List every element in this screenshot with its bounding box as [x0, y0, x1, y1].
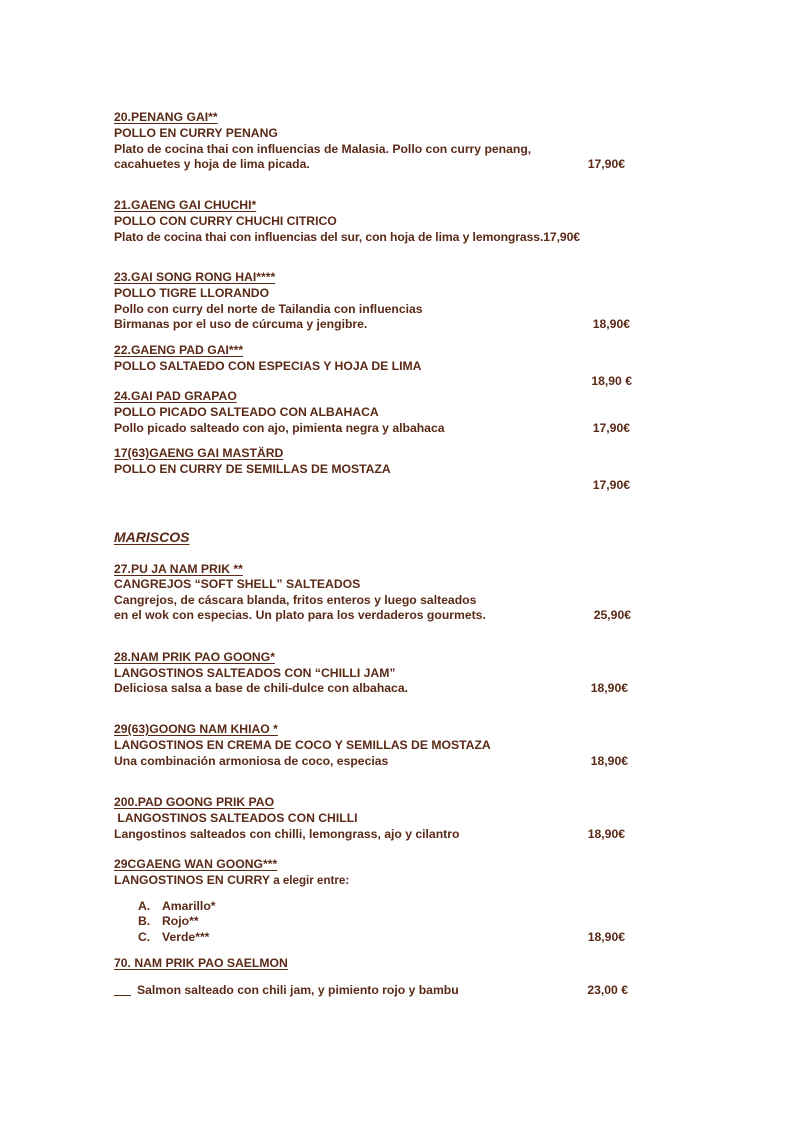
dish-price-gaeng-pad-gai: 18,90 €: [591, 374, 632, 388]
dish-description-pu-ja-nam-prik-line2: en el wok con especias. Un plato para los verdaderos gourmets.: [114, 608, 486, 622]
dish-description-penang-gai-line2: cacahuetes y hoja de lima picada.: [114, 157, 310, 171]
dish-subtitle-gai-song-rong-hai: POLLO TIGRE LLORANDO: [114, 286, 270, 300]
dish-title-gai-song-rong-hai: 23.GAI SONG RONG HAI****: [114, 270, 276, 284]
dish-description-pad-goong-prik-pao: Langostinos salteados con chilli, lemongrass, ajo y cilantro: [114, 827, 460, 841]
dish-subtitle-gaeng-gai-mastard: POLLO EN CURRY DE SEMILLAS DE MOSTAZA: [114, 462, 391, 476]
dish-subtitle-gai-pad-grapao: POLLO PICADO SALTEADO CON ALBAHACA: [114, 405, 379, 419]
dish-price-penang-gai: 17,90€: [587, 157, 625, 171]
dish-subtitle-gaeng-wan-goong: LANGOSTINOS EN CURRY a elegir entre:: [114, 873, 350, 887]
option-label-rojo: Rojo**: [162, 914, 199, 928]
dish-price-goong-nam-khiao: 18,90€: [590, 754, 628, 768]
dish-subtitle-nam-prik-pao-goong: LANGOSTINOS SALTEADOS CON “CHILLI JAM”: [114, 666, 396, 680]
dish-description-penang-gai: Plato de cocina thai con influencias de Malasia. Pollo con curry penang,: [114, 142, 532, 156]
option-marker: A.: [138, 899, 151, 913]
option-marker: C.: [138, 930, 151, 944]
dish-price-nam-prik-pao-saelmon: 23,00 €: [587, 983, 628, 997]
dish-subtitle-pu-ja-nam-prik: CANGREJOS “SOFT SHELL” SALTEADOS: [114, 577, 361, 591]
section-heading-mariscos: MARISCOS: [114, 529, 190, 545]
dish-title-gaeng-wan-goong: 29CGAENG WAN GOONG***: [114, 857, 278, 871]
dish-description-gai-song-rong-hai-line2: Birmanas por el uso de cúrcuma y jengibre.: [114, 317, 368, 331]
dish-title-gaeng-gai-chuchi: 21.GAENG GAI CHUCHI*: [114, 198, 257, 212]
dish-title-nam-prik-pao-saelmon: 70. NAM PRIK PAO SAELMON: [114, 956, 288, 970]
option-marker: B.: [138, 914, 151, 928]
dish-title-pu-ja-nam-prik: 27.PU JA NAM PRIK **: [114, 562, 243, 576]
dish-description-nam-prik-pao-goong: Deliciosa salsa a base de chili-dulce con albahaca.: [114, 681, 408, 695]
dish-description-gaeng-gai-chuchi: Plato de cocina thai con influencias del sur, con hoja de lima y lemongrass.17,90€: [114, 230, 580, 244]
dish-price-pad-goong-prik-pao: 18,90€: [587, 827, 625, 841]
dish-price-gaeng-gai-mastard: 17,90€: [592, 478, 630, 492]
dish-description-goong-nam-khiao: Una combinación armoniosa de coco, especias: [114, 754, 389, 768]
dish-title-pad-goong-prik-pao: 200.PAD GOONG PRIK PAO: [114, 795, 275, 809]
dish-subtitle-goong-nam-khiao: LANGOSTINOS EN CREMA DE COCO Y SEMILLAS DE MOSTAZA: [114, 738, 491, 752]
dish-subtitle-penang-gai: POLLO EN CURRY PENANG: [114, 126, 278, 140]
dish-price-pu-ja-nam-prik: 25,90€: [593, 608, 631, 622]
underline-rule: [114, 995, 131, 996]
dish-title-gaeng-pad-gai: 22.GAENG PAD GAI***: [114, 343, 244, 357]
dish-price-gai-pad-grapao: 17,90€: [592, 421, 630, 435]
option-label-verde: Verde***: [162, 930, 210, 944]
option-label-amarillo: Amarillo*: [162, 899, 216, 913]
dish-price-gaeng-wan-goong: 18,90€: [587, 930, 625, 944]
dish-title-penang-gai: 20.PENANG GAI**: [114, 110, 218, 124]
dish-title-nam-prik-pao-goong: 28.NAM PRIK PAO GOONG*: [114, 650, 275, 664]
dish-title-goong-nam-khiao: 29(63)GOONG NAM KHIAO *: [114, 722, 278, 736]
dish-title-gaeng-gai-mastard: 17(63)GAENG GAI MASTÄRD: [114, 446, 284, 460]
dish-description-pu-ja-nam-prik: Cangrejos, de cáscara blanda, fritos enteros y luego salteados: [114, 593, 477, 607]
dish-description-nam-prik-pao-saelmon: Salmon salteado con chili jam, y pimiento rojo y bambu: [137, 983, 459, 997]
dish-subtitle-gaeng-pad-gai: POLLO SALTAEDO CON ESPECIAS Y HOJA DE LIMA: [114, 359, 422, 373]
dish-price-gaeng-gai-chuchi: 17,90€: [543, 230, 580, 244]
dish-subtitle-gaeng-gai-chuchi: POLLO CON CURRY CHUCHI CITRICO: [114, 214, 337, 228]
dish-description-gai-pad-grapao: Pollo picado salteado con ajo, pimienta negra y albahaca: [114, 421, 445, 435]
dish-description-gai-song-rong-hai: Pollo con curry del norte de Tailandia con influencias: [114, 302, 423, 316]
dish-subtitle-pad-goong-prik-pao: LANGOSTINOS SALTEADOS CON CHILLI: [114, 811, 358, 825]
dish-price-nam-prik-pao-goong: 18,90€: [590, 681, 628, 695]
dish-price-gai-song-rong-hai: 18,90€: [592, 317, 630, 331]
dish-title-gai-pad-grapao: 24.GAI PAD GRAPAO: [114, 389, 237, 403]
